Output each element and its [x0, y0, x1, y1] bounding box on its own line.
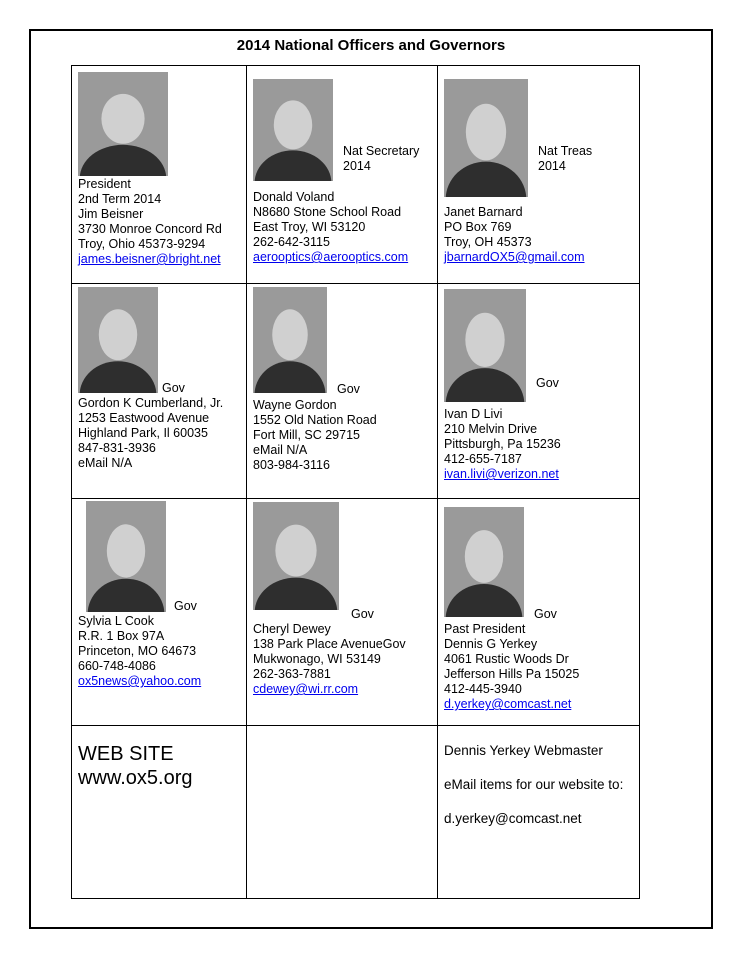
officer-text	[78, 396, 223, 471]
officer-text	[253, 190, 408, 265]
officer-line: Mukwonago, WI 53149	[253, 652, 381, 666]
officer-role: Gov	[534, 607, 557, 621]
officer-email-link[interactable]: james.beisner@bright.net	[78, 252, 221, 266]
officer-text	[444, 622, 579, 712]
officer-line: Highland Park, Il 60035	[78, 426, 208, 440]
officer-photo	[444, 79, 528, 197]
officer-line: 3730 Monroe Concord Rd	[78, 222, 222, 236]
officers-table	[71, 65, 640, 899]
page-title: 2014 National Officers and Governors	[236, 37, 506, 54]
webmaster-title: Dennis Yerkey Webmaster	[444, 743, 603, 758]
officer-line: eMail N/A	[253, 443, 308, 457]
officer-cell	[247, 284, 438, 499]
officer-line: 412-445-3940	[444, 682, 522, 696]
officer-photo	[78, 72, 168, 176]
officer-text	[253, 398, 377, 473]
officer-role: Gov	[174, 599, 197, 613]
officer-line: eMail N/A	[78, 456, 133, 470]
officer-cell	[438, 499, 640, 726]
officer-role: Nat Treas 2014	[538, 144, 593, 173]
officer-line: 847-831-3936	[78, 441, 156, 455]
officer-line: 660-748-4086	[78, 659, 156, 673]
officer-line: Gordon K Cumberland, Jr.	[78, 396, 224, 410]
webmaster-instructions: eMail items for our website to:	[444, 777, 624, 792]
officer-line: 1253 Eastwood Avenue	[78, 411, 210, 425]
page-frame	[29, 29, 713, 929]
officer-line: Troy, OH 45373	[444, 235, 532, 249]
officer-line: Ivan D Livi	[444, 407, 503, 421]
officer-line: President	[78, 177, 131, 191]
officer-role: Gov	[162, 381, 185, 395]
officer-photo	[444, 289, 526, 402]
officer-line: 4061 Rustic Woods Dr	[444, 652, 569, 666]
officer-line: N8680 Stone School Road	[253, 205, 402, 219]
officer-line: Pittsburgh, Pa 15236	[444, 437, 561, 451]
officer-text	[78, 614, 201, 689]
officer-role: Gov	[536, 376, 559, 390]
officer-line: 262-642-3115	[253, 235, 330, 249]
officer-line: 210 Melvin Drive	[444, 422, 538, 436]
officer-role: Gov	[337, 382, 360, 396]
officer-email-link[interactable]: cdewey@wi.rr.com	[253, 682, 359, 696]
officer-email-link[interactable]: aerooptics@aerooptics.com	[253, 250, 409, 264]
website-cell	[72, 726, 247, 899]
officer-cell	[72, 284, 247, 499]
officer-line: Donald Voland	[253, 190, 335, 204]
webmaster-email: d.yerkey@comcast.net	[444, 811, 582, 826]
officer-line: 412-655-7187	[444, 452, 522, 466]
officer-role: Nat Secretary 2014	[343, 144, 420, 173]
officer-text	[444, 407, 561, 482]
officer-cell	[247, 499, 438, 726]
officer-line: Wayne Gordon	[253, 398, 337, 412]
officer-photo	[444, 507, 524, 617]
officer-cell	[438, 66, 640, 284]
officer-cell	[72, 499, 247, 726]
officer-line: Princeton, MO 64673	[78, 644, 197, 658]
officer-line: 2nd Term 2014	[78, 192, 162, 206]
officer-photo	[253, 79, 333, 181]
officer-photo	[78, 287, 158, 393]
website-url: www.ox5.org	[78, 767, 193, 789]
officer-line: Past President	[444, 622, 526, 636]
officer-line: R.R. 1 Box 97A	[78, 629, 165, 643]
officer-email-link[interactable]: jbarnardOX5@gmail.com	[444, 250, 585, 264]
officer-email-link[interactable]: d.yerkey@comcast.net	[444, 697, 572, 711]
officer-text	[253, 622, 406, 697]
officer-line: Troy, Ohio 45373-9294	[78, 237, 206, 251]
website-block	[78, 742, 193, 790]
officer-line: Cheryl Dewey	[253, 622, 331, 636]
website-label: WEB SITE	[78, 743, 174, 765]
officer-line: 262-363-7881	[253, 667, 331, 681]
officer-photo	[253, 502, 339, 610]
webmaster-block	[444, 742, 629, 844]
officer-text	[444, 205, 585, 265]
officer-text	[78, 177, 222, 267]
officer-line: Jefferson Hills Pa 15025	[444, 667, 580, 681]
officer-photo	[86, 501, 166, 612]
officer-email-link[interactable]: ivan.livi@verizon.net	[444, 467, 559, 481]
officer-email-link[interactable]: ox5news@yahoo.com	[78, 674, 202, 688]
officer-cell	[438, 284, 640, 499]
officer-line: 803-984-3116	[253, 458, 330, 472]
officer-line: Sylvia L Cook	[78, 614, 154, 628]
officer-line: Fort Mill, SC 29715	[253, 428, 360, 442]
officer-line: 138 Park Place AvenueGov	[253, 637, 406, 651]
officer-cell	[247, 66, 438, 284]
officer-line: 1552 Old Nation Road	[253, 413, 377, 427]
officer-line: Jim Beisner	[78, 207, 144, 221]
officer-role: Gov	[351, 607, 374, 621]
empty-cell	[247, 726, 438, 899]
officer-cell	[72, 66, 247, 284]
officer-line: Janet Barnard	[444, 205, 523, 219]
officer-photo	[253, 287, 327, 393]
officer-line: Dennis G Yerkey	[444, 637, 538, 651]
officer-line: PO Box 769	[444, 220, 512, 234]
officer-line: East Troy, WI 53120	[253, 220, 366, 234]
webmaster-cell	[438, 726, 640, 899]
